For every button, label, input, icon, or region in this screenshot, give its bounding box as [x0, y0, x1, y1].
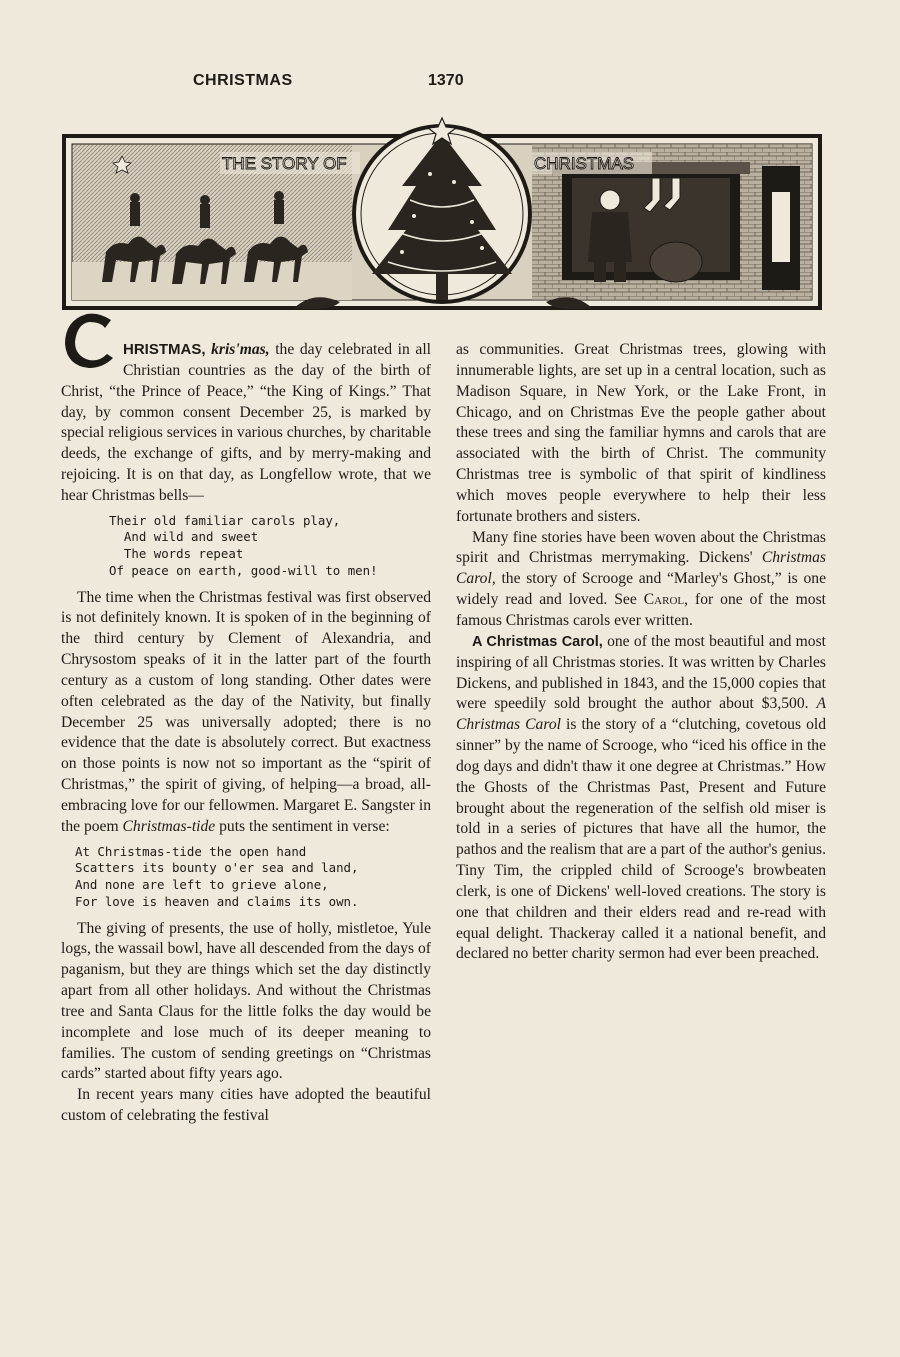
customs-paragraph: The giving of presents, the use of holly, mistletoe, Yule logs, the wassail bowl, have all descended from the days of paganism, but they are things which set the day distinctly apart from all other holidays. And without the Christmas tree and Santa Claus for the little folks the day would be incomplete and lose much of its deeper meaning to families. The custom of sending greetings on “Christmas cards” started about fifty years ago.	[61, 919, 431, 1083]
poem-line: And wild and sweet	[109, 529, 259, 545]
intro-paragraph	[61, 340, 431, 507]
stories-text-end: , for one of the most famous Christmas carols ever written.	[456, 591, 826, 629]
subentry-headword: A Christmas Carol,	[472, 633, 603, 650]
poem-line: Scatters its bounty o'er sea and land,	[75, 860, 359, 876]
cities-paragraph: In recent years many cities have adopted the beautiful custom of celebrating the festival	[61, 1086, 431, 1125]
carol-text: one of the most beautiful and most inspiring of all Christmas stories. It was written by Charles Dickens, and published in 1843, and the 15,000 copies that were speedily sold brought the author about $3,500.	[456, 632, 827, 713]
history-paragraph	[61, 588, 431, 838]
dropcap-c-icon	[59, 310, 119, 372]
section-title: CHRISTMAS	[193, 72, 293, 89]
history-text: The time when the Christmas festival was first observed is not definitely known. It is spoken of in the beginning of the third century by Clement of Alexandria, and Chrysostom speaks of it in the latter part of the fourth century as a custom of long standing. Other dates were often celebrated as the day of the Nativity, but finally December 25 was universally adopted; there is no evidence that the date is absolutely correct. But exactness on those points is now not so important as the “spirit of Christmas,” the spirit of giving, of helping—a broad, all-embracing love for our fellowmen. Margaret E. Sangster in the poem	[61, 588, 431, 835]
poem-line: At Christmas-tide the open hand	[75, 843, 307, 859]
pronunciation: kris'mas,	[211, 341, 270, 358]
stories-text: Many fine stories have been woven about the Christmas spirit and Christmas merrymaking. Dickens'	[456, 528, 826, 567]
sangster-poem	[75, 844, 431, 911]
poem-line: For love is heaven and claims its own.	[75, 893, 359, 909]
book-title: A Christmas Carol	[456, 695, 826, 734]
poem-line: Their old familiar carols play,	[109, 512, 341, 528]
stories-text: the story of Scrooge and “Marley's Ghost,” is one widely read and loved. See	[456, 570, 826, 609]
longfellow-poem	[109, 513, 431, 580]
banner-right-title: CHRISTMAS	[534, 154, 635, 173]
poem-line: Of peace on earth, good-will to men!	[109, 562, 378, 578]
book-title: Christmas Carol,	[456, 549, 826, 588]
carol-text-end: is the story of a “clutching, covetous old sinner” by the name of Scrooge, who “iced his office in the dog days and didn't thaw it one degree at Christmas.” How the Ghosts of the Christmas Past, Present and Future brought about the regeneration of the selfish old miser is told in a series of pictures that have all the humor, the pathos and the realism that are a part of the author's genius. Tiny Tim, the crippled child of Scrooge's browbeaten clerk, is one of Dickens' well-loved creations. The story is one that children and their elders read and re-read with equal delight. Thackeray called it a national benefit, and declared no better charity sermon had ever been preached.	[456, 716, 827, 963]
poem-title: Christmas-tide	[122, 817, 216, 835]
right-column	[456, 340, 826, 965]
entry-headword: HRISTMAS,	[123, 341, 206, 358]
page-number: 1370	[428, 72, 464, 89]
cross-reference-link[interactable]: Carol	[643, 591, 685, 609]
community-paragraph: as communities. Great Christmas trees, glowing with innumerable lights, are set up in a central location, such as Madison Square, in New York, or the Lake Front, in Chicago, and on Christmas Eve the people gather about these trees and sing the familiar hymns and carols that are associated with the birth of Christ. The community Christmas tree is symbolic of that spirit of kindliness which moves people everywhere to help their less fortunate brothers and sisters.	[456, 341, 826, 525]
banner-left-title: THE STORY OF	[222, 154, 347, 173]
stories-paragraph	[456, 528, 826, 632]
poem-line: The words repeat	[109, 546, 244, 562]
left-column	[61, 340, 431, 1127]
intro-text: the day celebrated in all Christian countries as the day of the birth of Christ, “the Prince of Peace,” “the King of Kings.” That day, by common consent December 25, is marked by special religious services in various churches, by charitable deeds, the exchange of gifts, and by merry-making and rejoicing. It is on that day, as Longfellow wrote, that we hear Christmas bells—	[61, 341, 431, 504]
history-text-end: puts the sentiment in verse:	[215, 817, 390, 835]
header-banner-illustration	[62, 112, 824, 326]
christmas-carol-entry	[456, 632, 826, 966]
running-head	[0, 72, 900, 94]
poem-line: And none are left to grieve alone,	[75, 877, 329, 893]
